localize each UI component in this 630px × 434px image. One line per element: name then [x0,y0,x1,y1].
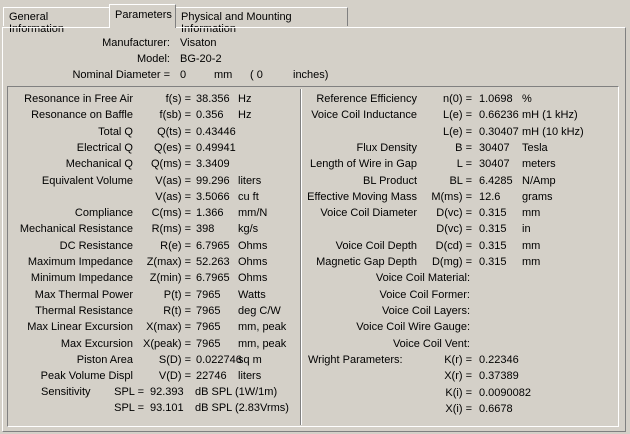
param-label: Resonance on Baffle [31,109,133,121]
param-value: 3.5066 [196,191,230,203]
param-symbol: Z(max) = [146,256,191,268]
spl-symbol: SPL = [114,402,144,414]
param-value: 30407 [479,158,510,170]
param-value: 99.296 [196,175,230,187]
param-unit: Watts [238,289,266,301]
wright-symbol: K(r) = [444,354,472,366]
param-value: 30407 [479,142,510,154]
param-unit: mm, peak [238,321,287,333]
nominal-diameter-label: Nominal Diameter = [72,69,170,81]
nominal-diameter-mm: 0 [180,69,187,81]
param-symbol: L = [456,158,472,170]
param-symbol: V(as) = [155,175,191,187]
param-value: 7965 [196,305,221,317]
voice-coil-field-label: Voice Coil Vent: [392,338,470,350]
tab-general-information[interactable] [3,7,110,35]
param-symbol: X(peak) = [143,338,191,350]
param-value: 0.30407 [479,126,519,138]
param-label: Voice Coil Depth [335,240,417,252]
tab-parameters[interactable] [109,4,176,28]
param-value: 0.356 [196,109,224,121]
param-value: 7965 [196,321,221,333]
param-value: 6.4285 [479,175,513,187]
param-unit: liters [238,370,262,382]
nominal-diameter-in: ( 0 [250,69,263,81]
wright-symbol: K(i) = [445,387,472,399]
param-label: Maximum Impedance [27,256,133,268]
param-symbol: Q(es) = [154,142,191,154]
param-value: 0.43446 [196,126,236,138]
param-value: 3.3409 [196,158,230,170]
param-symbol: S(D) = [158,354,191,366]
param-symbol: R(e) = [160,240,191,252]
wright-value: 0.0090082 [479,387,531,399]
tab-strip [0,0,630,35]
param-label: Resonance in Free Air [24,93,133,105]
param-symbol: n(0) = [442,93,472,105]
param-unit: sq m [238,354,262,366]
param-symbol: D(mg) = [431,256,472,268]
param-label: Peak Volume Displ [40,370,133,382]
sensitivity-label: Sensitivity [41,386,91,398]
param-unit: Ohms [238,272,268,284]
param-label: BL Product [362,175,417,187]
param-value: 0.315 [479,240,507,252]
param-value: 7965 [196,289,221,301]
param-value: 1.0698 [479,93,513,105]
param-unit: N/Amp [522,175,556,187]
nominal-diameter-mm-unit: mm [214,69,233,81]
nominal-diameter-in-unit: inches) [293,69,329,81]
param-label: Length of Wire in Gap [309,158,417,170]
param-unit: cu ft [238,191,259,203]
param-value: 52.263 [196,256,230,268]
param-unit: mm, peak [238,338,287,350]
param-value: 38.356 [196,93,230,105]
param-symbol: B = [455,142,472,154]
param-label: Max Thermal Power [34,289,133,301]
param-symbol: V(as) = [155,191,191,203]
param-symbol: Z(min) = [149,272,191,284]
param-unit: Ohms [238,240,268,252]
param-label: Voice Coil Diameter [320,207,417,219]
param-unit: Hz [238,109,252,121]
param-value: 0.66236 [479,109,519,121]
param-symbol: f(s) = [165,93,191,105]
param-unit: liters [238,175,262,187]
param-label: Max Excursion [60,338,133,350]
param-unit: mm [522,207,541,219]
param-unit: deg C/W [238,305,281,317]
param-value: 0.022746 [196,354,242,366]
param-value: 22746 [196,370,227,382]
param-unit: in [522,223,531,235]
param-label: Voice Coil Inductance [311,109,417,121]
wright-symbol: X(i) = [445,403,472,415]
model-value: BG-20-2 [180,53,222,65]
param-label: Equivalent Volume [41,175,133,187]
param-value: 6.7965 [196,240,230,252]
wright-value: 0.22346 [479,354,519,366]
param-label: Electrical Q [76,142,133,154]
wright-symbol: X(r) = [444,370,472,382]
param-symbol: R(t) = [163,305,191,317]
tab-physical-mounting[interactable] [175,7,348,35]
wright-value: 0.6678 [479,403,513,415]
param-label: Flux Density [356,142,417,154]
param-value: 1.366 [196,207,224,219]
spl-value: 92.393 [150,386,184,398]
param-label: Effective Moving Mass [307,191,417,203]
param-unit: mH (10 kHz) [522,126,584,138]
param-label: DC Resistance [59,240,133,252]
wright-value: 0.37389 [479,370,519,382]
param-unit: meters [522,158,556,170]
param-unit: Ohms [238,256,268,268]
param-value: 0.315 [479,256,507,268]
param-label: Magnetic Gap Depth [316,256,417,268]
spl-value: 93.101 [150,402,184,414]
param-value: 0.49941 [196,142,236,154]
param-value: 0.315 [479,207,507,219]
param-value: 398 [196,223,215,235]
spl-unit: dB SPL (1W/1m) [195,386,278,398]
param-symbol: R(ms) = [151,223,191,235]
param-value: 0.315 [479,223,507,235]
param-value: 6.7965 [196,272,230,284]
param-symbol: V(D) = [158,370,191,382]
tab-label: Parameters [115,9,172,21]
param-label: Minimum Impedance [30,272,133,284]
tab-label: Physical and Mounting Information [181,11,292,35]
voice-coil-field-label: Voice Coil Material: [375,272,470,284]
param-label: Reference Efficiency [316,93,417,105]
param-unit: kg/s [238,223,259,235]
param-symbol: D(vc) = [436,207,472,219]
param-unit: % [522,93,532,105]
param-value: 7965 [196,338,221,350]
model-label: Model: [136,53,170,65]
manufacturer-label: Manufacturer: [102,37,170,49]
param-symbol: BL = [449,175,472,187]
param-label: Max Linear Excursion [27,321,133,333]
param-symbol: Q(ms) = [150,158,191,170]
param-symbol: f(sb) = [159,109,191,121]
manufacturer-value: Visaton [180,37,217,49]
voice-coil-field-label: Voice Coil Wire Gauge: [356,321,470,333]
wright-parameters-label: Wright Parameters: [308,354,403,366]
param-symbol: M(ms) = [431,191,472,203]
param-label: Compliance [74,207,133,219]
param-unit: mm [522,240,541,252]
param-unit: Tesla [522,142,548,154]
param-symbol: Q(ts) = [157,126,191,138]
param-label: Piston Area [76,354,133,366]
param-symbol: D(vc) = [436,223,472,235]
param-label: Thermal Resistance [35,305,133,317]
param-symbol: X(max) = [146,321,191,333]
param-unit: mH (1 kHz) [522,109,578,121]
param-label: Mechanical Q [65,158,133,170]
param-symbol: L(e) = [442,126,472,138]
param-symbol: L(e) = [442,109,472,121]
param-unit: mm [522,256,541,268]
spl-unit: dB SPL (2.83Vrms) [195,402,289,414]
param-symbol: C(ms) = [151,207,191,219]
param-unit: mm/N [238,207,268,219]
param-unit: Hz [238,93,252,105]
param-label: Mechanical Resistance [19,223,133,235]
voice-coil-field-label: Voice Coil Former: [379,289,470,301]
param-label: Total Q [98,126,133,138]
tab-label: General Information [9,11,65,35]
param-symbol: P(t) = [163,289,191,301]
param-value: 12.6 [479,191,501,203]
voice-coil-field-label: Voice Coil Layers: [381,305,470,317]
param-symbol: D(cd) = [435,240,472,252]
param-unit: grams [522,191,553,203]
spl-symbol: SPL = [114,386,144,398]
